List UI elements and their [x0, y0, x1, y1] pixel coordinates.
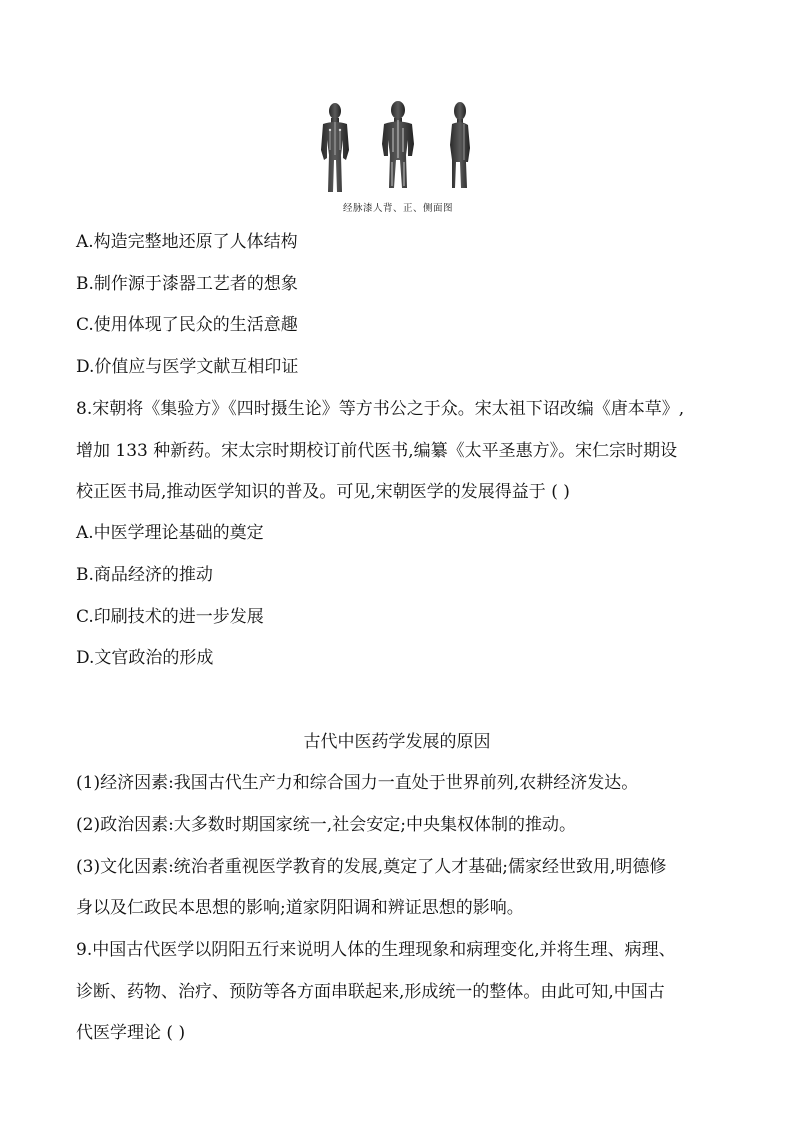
q8-stem-line-2: 增加 133 种新药。宋太宗时期校订前代医书,编纂《太平圣惠方》。宋仁宗时期设: [76, 441, 678, 461]
q8-option-b: B.商品经济的推动: [76, 565, 213, 585]
summary-line-4: 身以及仁政民本思想的影响;道家阴阳调和辨证思想的影响。: [76, 898, 524, 918]
q7-option-b: B.制作源于漆器工艺者的想象: [76, 274, 298, 294]
q8-stem-line-1: 8.宋朝将《集验方》《四时摄生论》等方书公之于众。宋太祖下诏改编《唐本草》,: [76, 399, 685, 419]
lacquered-figures-icon: [318, 100, 478, 195]
q8-option-a: A.中医学理论基础的奠定: [76, 523, 264, 543]
q7-option-d: D.价值应与医学文献互相印证: [76, 357, 299, 377]
summary-line-1: (1)经济因素:我国古代生产力和综合国力一直处于世界前列,农耕经济发达。: [76, 773, 639, 793]
summary-line-3: (3)文化因素:统治者重视医学教育的发展,奠定了人才基础;儒家经世致用,明德修: [76, 857, 667, 877]
q9-stem-line-2: 诊断、药物、治疗、预防等各方面串联起来,形成统一的整体。由此可知,中国古: [76, 982, 665, 1002]
meridian-figure-image: [318, 100, 478, 218]
q9-stem-line-3: 代医学理论 ( ): [76, 1023, 186, 1043]
q9-stem-line-1: 9.中国古代医学以阴阳五行来说明人体的生理现象和病理变化,并将生理、病理、: [76, 940, 676, 960]
q8-option-d: D.文官政治的形成: [76, 648, 214, 668]
q8-stem-line-3: 校正医书局,推动医学知识的普及。可见,宋朝医学的发展得益于 ( ): [76, 482, 570, 502]
q7-option-c: C.使用体现了民众的生活意趣: [76, 315, 298, 335]
q8-option-c: C.印刷技术的进一步发展: [76, 607, 264, 627]
summary-title: 古代中医药学发展的原因: [303, 732, 491, 752]
q7-option-a: A.构造完整地还原了人体结构: [76, 232, 298, 252]
figure-caption: 经脉漆人背、正、侧面图: [342, 203, 453, 214]
summary-line-2: (2)政治因素:大多数时期国家统一,社会安定;中央集权体制的推动。: [76, 815, 576, 835]
